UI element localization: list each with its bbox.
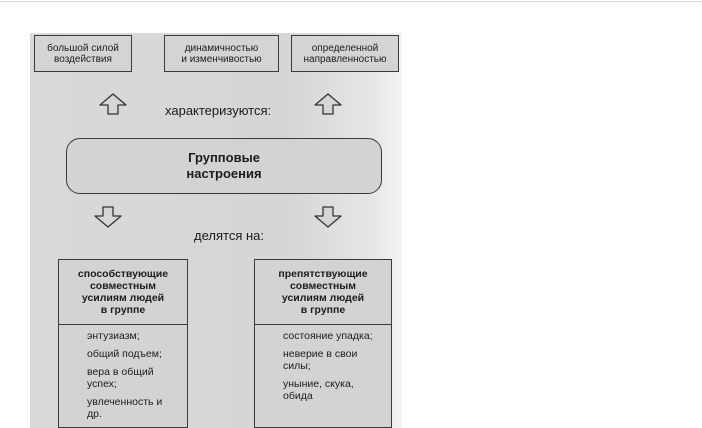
arrow-up-right-icon	[313, 92, 343, 116]
divided-label: делятся на:	[194, 228, 264, 243]
helping-list	[59, 325, 187, 420]
category-helping	[58, 259, 188, 428]
hindering-title-line2: совместным	[289, 280, 357, 292]
list-item: общий подъем;	[87, 348, 162, 360]
hindering-title-line1: препятствующие	[278, 268, 368, 280]
category-hindering-title	[255, 260, 391, 325]
box-dynamics-line1: динамичностью	[184, 42, 259, 54]
list-item: энтузиазм;	[87, 330, 140, 342]
hindering-list	[255, 325, 391, 402]
box-direction-line2: направленностью	[303, 53, 387, 65]
box-strong-impact	[34, 35, 132, 72]
group-moods-box	[66, 138, 382, 194]
characterized-label: характеризуются:	[165, 103, 272, 118]
helping-title-line4: в группе	[100, 304, 146, 316]
arrow-down-left-icon	[93, 205, 123, 229]
arrow-down-right-icon	[313, 205, 343, 229]
category-helping-title	[59, 260, 187, 325]
helping-title-line3: усилиям людей	[81, 292, 165, 304]
center-line1: Групповые	[188, 150, 260, 165]
box-direction	[291, 35, 399, 72]
helping-title-line2: совместным	[89, 280, 157, 292]
list-item: состояние упадка;	[283, 330, 373, 342]
helping-title-line1: способствующие	[77, 268, 169, 280]
box-direction-line1: определенной	[311, 42, 379, 54]
hindering-title-line3: усилиям людей	[281, 292, 365, 304]
hindering-title-line4: в группе	[300, 304, 346, 316]
list-item: неверие в свои силы;	[283, 348, 358, 372]
center-line2: настроения	[186, 166, 262, 181]
list-item: вера в общий успех;	[87, 366, 154, 390]
box-dynamics-line2: и изменчивостью	[181, 53, 262, 65]
list-item: увлеченность и др.	[87, 396, 163, 420]
box-strong-impact-line2: воздействия	[54, 53, 112, 65]
top-divider	[0, 1, 702, 2]
box-strong-impact-line1: большой силой	[47, 42, 119, 54]
list-item: уныние, скука, обида	[283, 378, 354, 402]
box-dynamics	[164, 35, 279, 72]
category-hindering	[254, 259, 392, 428]
arrow-up-left-icon	[98, 92, 128, 116]
